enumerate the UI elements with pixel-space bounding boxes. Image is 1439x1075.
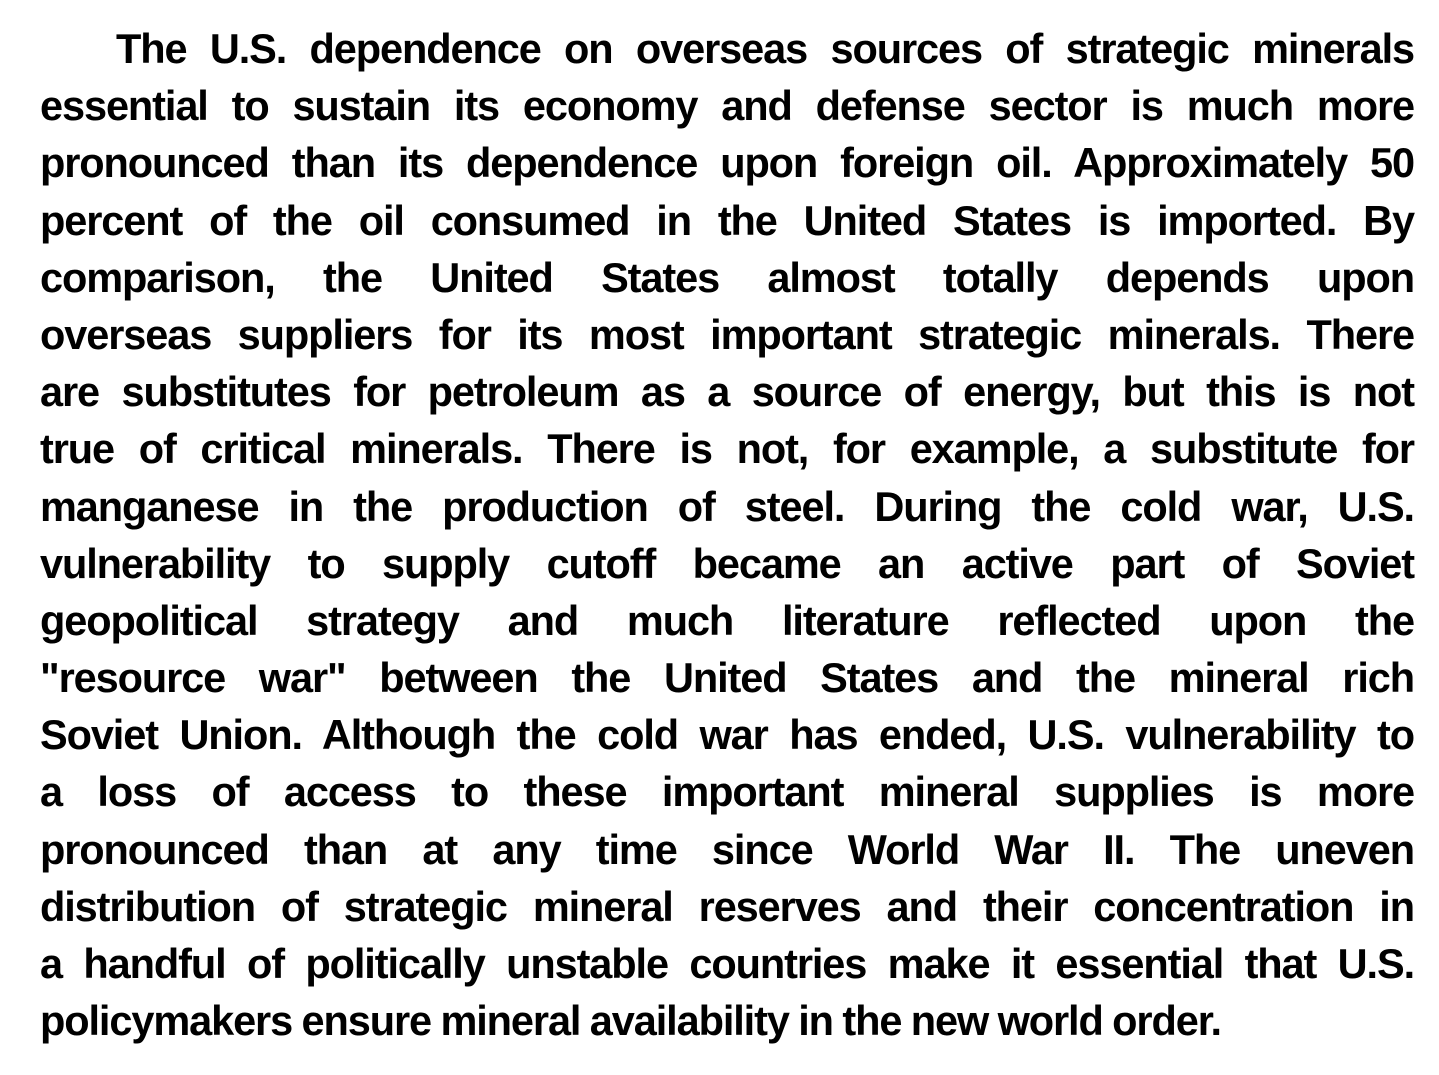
- paragraph-line: essential to sustain its economy and defense sector is much more: [40, 82, 1414, 130]
- paragraph-line: distribution of strategic mineral reserves and their concentration in: [40, 882, 1414, 930]
- paragraph-line: comparison, the United States almost totally depends upon: [40, 253, 1414, 301]
- paragraph-line: "resource war" between the United States and the mineral rich: [40, 654, 1414, 702]
- paragraph-line: The U.S. dependence on overseas sources of strategic minerals: [116, 25, 1414, 72]
- paragraph-line: pronounced than its dependence upon foreign oil. Approximately 50: [40, 139, 1414, 187]
- paragraph-line: geopolitical strategy and much literature reflected upon the: [40, 596, 1414, 644]
- paragraph-line: a handful of politically unstable countries make it essential that U.S.: [40, 940, 1414, 987]
- body-paragraph: [40, 20, 1414, 1049]
- paragraph-line: vulnerability to supply cutoff became an active part of Soviet: [40, 539, 1414, 587]
- paragraph-line: overseas suppliers for its most important strategic minerals. There: [40, 310, 1414, 358]
- paragraph-line: are substitutes for petroleum as a source of energy, but this is not: [40, 368, 1414, 416]
- paragraph-line: Soviet Union. Although the cold war has ended, U.S. vulnerability to: [40, 711, 1414, 759]
- paragraph-line: a loss of access to these important mineral supplies is more: [40, 768, 1414, 816]
- paragraph-line: percent of the oil consumed in the United States is imported. By: [40, 196, 1414, 244]
- paragraph-line: manganese in the production of steel. During the cold war, U.S.: [40, 482, 1414, 530]
- paragraph-line: policymakers ensure mineral availability in the new world order.: [40, 997, 1221, 1045]
- paragraph-line: pronounced than at any time since World War II. The uneven: [40, 825, 1414, 873]
- paragraph-line: true of critical minerals. There is not, for example, a substitute for: [40, 425, 1414, 473]
